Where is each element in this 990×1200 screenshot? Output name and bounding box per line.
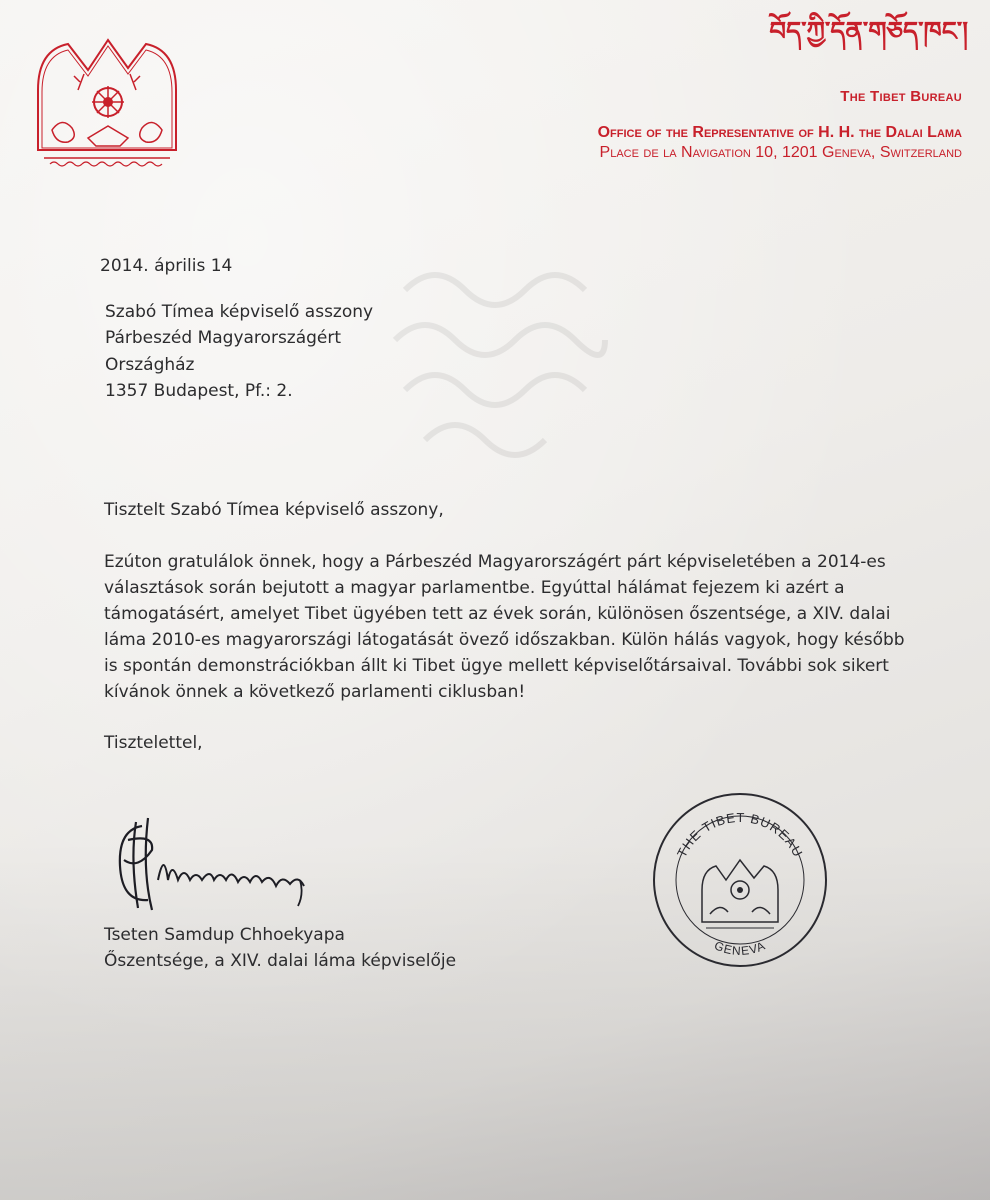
svg-text:བོད་ཀྱི་དོན་གཅོད་ཁང་།: བོད་ཀྱི་དོན་གཅོད་ཁང་། xyxy=(769,17,968,47)
body-line: támogatásért, amelyet Tibet ügyében tett az évek során, különösen őszentsége, a XIV. dalai xyxy=(104,604,891,624)
signer-title: Őszentsége, a XIV. dalai láma képviselője xyxy=(104,951,457,971)
recipient-line: Szabó Tímea képviselő asszony xyxy=(105,302,374,322)
recipient-line: Párbeszéd Magyarországért xyxy=(105,328,342,348)
body-line: választások során bejutott a magyar parlamentbe. Egyúttal hálámat fejezem ki azért a xyxy=(104,578,845,598)
body-line: Ezúton gratulálok önnek, hogy a Párbeszéd Magyarországért párt képviseletében a 2014-es xyxy=(104,552,886,572)
svg-text:GENEVA: GENEVA xyxy=(712,938,768,959)
body-line: is spontán demonstrációkban állt ki Tibet ügye mellett képviselőtársaival. További sok sikert xyxy=(104,656,889,676)
body-line: láma 2010-es magyarországi látogatását övező időszakban. Külön hálás vagyok, hogy később xyxy=(104,630,905,650)
org-name: The Tibet Bureau xyxy=(840,88,962,105)
address-line: Place de la Navigation 10, 1201 Geneva, Switzerland xyxy=(599,144,962,161)
recipient-line: 1357 Budapest, Pf.: 2. xyxy=(105,381,293,401)
handwritten-signature xyxy=(108,810,368,920)
closing: Tisztelettel, xyxy=(104,733,203,753)
recipient-line: Országház xyxy=(105,355,195,375)
body-line: kívánok önnek a következő parlamenti ciklusban! xyxy=(104,682,526,702)
office-line: Office of the Representative of H. H. the Dalai Lama xyxy=(597,124,962,141)
letter-date: 2014. április 14 xyxy=(100,256,233,276)
greeting: Tisztelt Szabó Tímea képviselő asszony, xyxy=(104,500,444,520)
svg-text:THE TIBET BUREAU: THE TIBET BUREAU xyxy=(673,809,806,860)
tibet-bureau-stamp xyxy=(650,790,830,970)
signer-name: Tseten Samdup Chhoekyapa xyxy=(104,925,345,945)
